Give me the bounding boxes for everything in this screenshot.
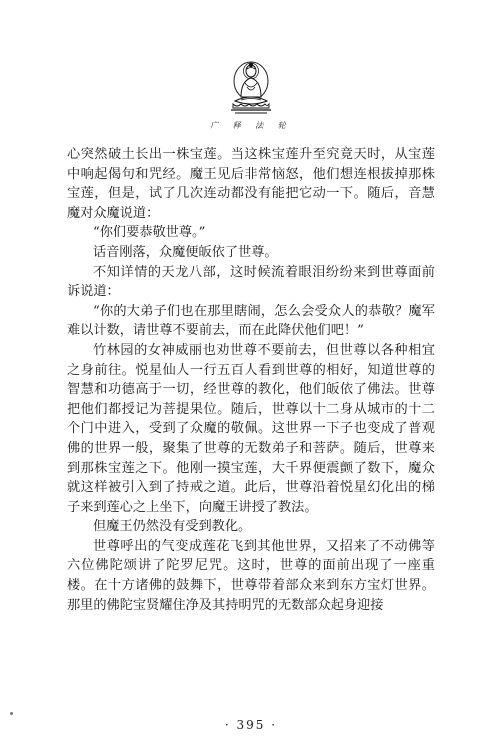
paragraph: 话音刚落，众魔便皈依了世尊。 — [93, 244, 278, 260]
scan-speck — [10, 712, 13, 715]
page-number: · 395 · — [224, 718, 278, 732]
paragraph: 心突然破土长出一株宝莲。当这株宝莲升至究竟天时，从宝莲中响起偈句和咒经。魔王见后非常恼怒，他们想连根拔掉那株宝莲，但是，试了几次连动都没有能把它动一下。随后，音慧魔对众魔说道： — [67, 147, 435, 221]
body-text — [67, 145, 435, 615]
paragraph: 但魔王仍然没有受到教化。 — [93, 519, 252, 535]
running-header-title: 广 释 法 轮 — [210, 121, 292, 130]
seated-buddha-icon — [223, 57, 279, 115]
paragraph: 不知详情的天龙八部，这时候流着眼泪纷纷来到世尊面前诉说道： — [67, 264, 435, 300]
paragraph: 竹林园的女神威丽也劝世尊不要前去，但世尊以各种相宜之身前往。悦星仙人一行五百人看到世尊的相好，知道世尊的智慧和功德高于一切，经世尊的教化，他们皈依了佛法。世尊把他们都授记为菩提果位。随后，世尊以十二身从城市的十二个门中进入，受到了众魔的敬佩。这世界一下子也变成了普观佛的世界一般，聚集了世尊的无数弟子和菩萨。随后，世尊来到那株宝莲之下。他刚一摸宝莲，大千界便震颤了数下，魔众就这样被引入到了持戒之道。此后，世尊沿着悦星幻化出的梯子来到莲心之上坐下，向魔王讲授了教法。 — [67, 342, 435, 515]
paragraph: “你的大弟子们也在那里瞎闹，怎么会受众人的恭敬？魔军难以计数，请世尊不要前去，而在此降伏他们吧！” — [67, 303, 435, 339]
paragraph: “你们要恭敬世尊。” — [93, 225, 206, 241]
paragraph: 世尊呼出的气变成莲花飞到其他世界，又招来了不动佛等六位佛陀颂讲了陀罗尼咒。这时，世尊的面前出现了一座重楼。在十方诸佛的鼓舞下，世尊带着部众来到东方宝灯世界。那里的佛陀宝贤耀住净及其持明咒的无数部众起身迎接 — [67, 538, 435, 613]
